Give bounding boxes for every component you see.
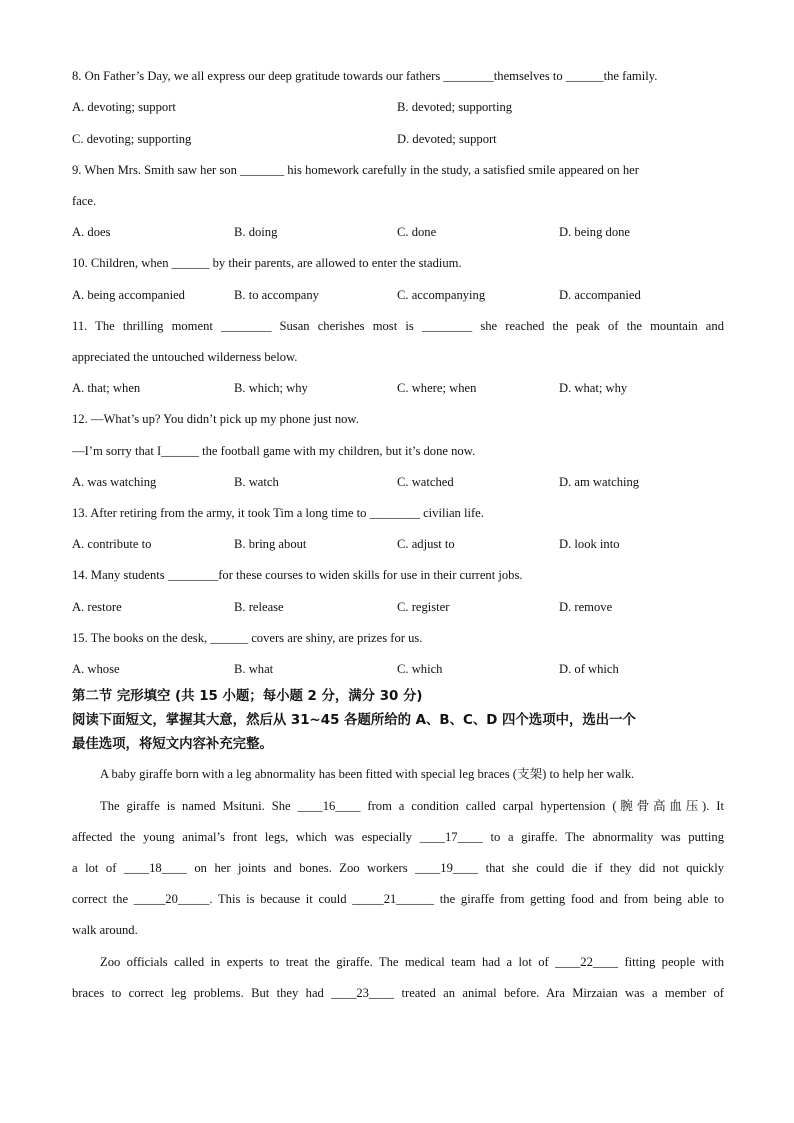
option-c: C. which — [397, 662, 443, 676]
question-8-options — [72, 99, 724, 115]
option-d: D. of which — [559, 662, 619, 676]
passage-line: braces to correct leg problems. But they had ____23____ treated an animal before. Ara Mirzaian was a member of — [72, 986, 724, 1000]
option-a: A. whose — [72, 662, 120, 676]
option-a: A. being accompanied — [72, 288, 185, 302]
option-c: C. accompanying — [397, 288, 486, 302]
passage-line: The giraffe is named Msituni. She ____16____ from a condition called carpal hypertension (腕骨高血压). It — [100, 799, 724, 813]
option-b: B. which; why — [234, 381, 308, 395]
passage-line: walk around. — [72, 923, 138, 937]
option-a: A. does — [72, 225, 111, 239]
question-11-stem: 11. The thrilling moment ________ Susan cherishes most is ________ she reached the peak of the mountain and — [72, 319, 724, 333]
option-d: D. accompanied — [559, 288, 641, 302]
option-d: D. remove — [559, 600, 613, 614]
question-9-stem: 9. When Mrs. Smith saw her son _______ his homework carefully in the study, a satisfied smile appeared on her — [72, 163, 639, 177]
option-d: D. being done — [559, 225, 630, 239]
question-13-stem: 13. After retiring from the army, it took Tim a long time to ________ civilian life. — [72, 506, 484, 520]
option-a: A. restore — [72, 600, 122, 614]
passage-line: affected the young animal’s front legs, which was especially ____17____ to a giraffe. The abnormality was putting — [72, 830, 724, 844]
option-c: C. where; when — [397, 381, 477, 395]
question-14-stem: 14. Many students ________for these courses to widen skills for use in their current jobs. — [72, 568, 523, 582]
option-b: B. what — [234, 662, 274, 676]
option-c: C. devoting; supporting — [72, 132, 192, 146]
option-a: A. contribute to — [72, 537, 152, 551]
option-b: B. to accompany — [234, 288, 319, 302]
passage-line: correct the _____20_____. This is because it could _____21______ the giraffe from getting food and from being able to — [72, 892, 724, 906]
option-c: C. adjust to — [397, 537, 455, 551]
section-instruction-line1: 阅读下面短文，掌握其大意，然后从 31~45 各题所给的 A、B、C、D 四个选项中，选出一个 — [72, 713, 636, 728]
question-10-stem: 10. Children, when ______ by their parents, are allowed to enter the stadium. — [72, 256, 462, 270]
option-b: B. watch — [234, 475, 279, 489]
question-13-options — [72, 536, 724, 552]
option-c: C. done — [397, 225, 437, 239]
question-11-options — [72, 380, 724, 396]
option-d: D. am watching — [559, 475, 640, 489]
option-b: B. doing — [234, 225, 278, 239]
option-c: C. watched — [397, 475, 454, 489]
question-14-options — [72, 599, 724, 615]
option-a: A. was watching — [72, 475, 157, 489]
question-9-stem-cont: face. — [72, 194, 97, 208]
option-a: A. that; when — [72, 381, 141, 395]
question-12-stem: 12. —What’s up? You didn’t pick up my phone just now. — [72, 412, 359, 426]
option-d: D. devoted; support — [397, 132, 497, 146]
option-d: D. what; why — [559, 381, 628, 395]
passage-line: a lot of ____18____ on her joints and bones. Zoo workers ____19____ that she could die if they did not quickly — [72, 861, 724, 875]
passage-line: A baby giraffe born with a leg abnormality has been fitted with special leg braces (支架) to help her walk. — [100, 767, 635, 781]
option-b: B. release — [234, 600, 284, 614]
question-11-stem-cont: appreciated the untouched wilderness below. — [72, 350, 298, 364]
option-d: D. look into — [559, 537, 620, 551]
section-title: 第二节 完形填空 (共 15 小题；每小题 2 分，满分 30 分) — [72, 689, 423, 704]
question-10-options — [72, 287, 724, 303]
option-b: B. bring about — [234, 537, 307, 551]
question-8-options-row2 — [72, 131, 724, 147]
option-a: A. devoting; support — [72, 100, 176, 114]
question-9-options — [72, 224, 724, 240]
question-8-stem: 8. On Father’s Day, we all express our deep gratitude towards our fathers ________themselves to ______the family. — [72, 69, 658, 83]
option-c: C. register — [397, 600, 450, 614]
passage-line: Zoo officials called in experts to treat the giraffe. The medical team had a lot of ____22____ fitting people with — [100, 955, 724, 969]
question-12-options — [72, 474, 724, 490]
question-15-options — [72, 661, 724, 677]
option-b: B. devoted; supporting — [397, 100, 513, 114]
section-instruction-line2: 最佳选项，将短文内容补充完整。 — [72, 737, 273, 752]
question-15-stem: 15. The books on the desk, ______ covers are shiny, are prizes for us. — [72, 631, 423, 645]
question-12-reply: —I’m sorry that I______ the football game with my children, but it’s done now. — [72, 444, 476, 458]
